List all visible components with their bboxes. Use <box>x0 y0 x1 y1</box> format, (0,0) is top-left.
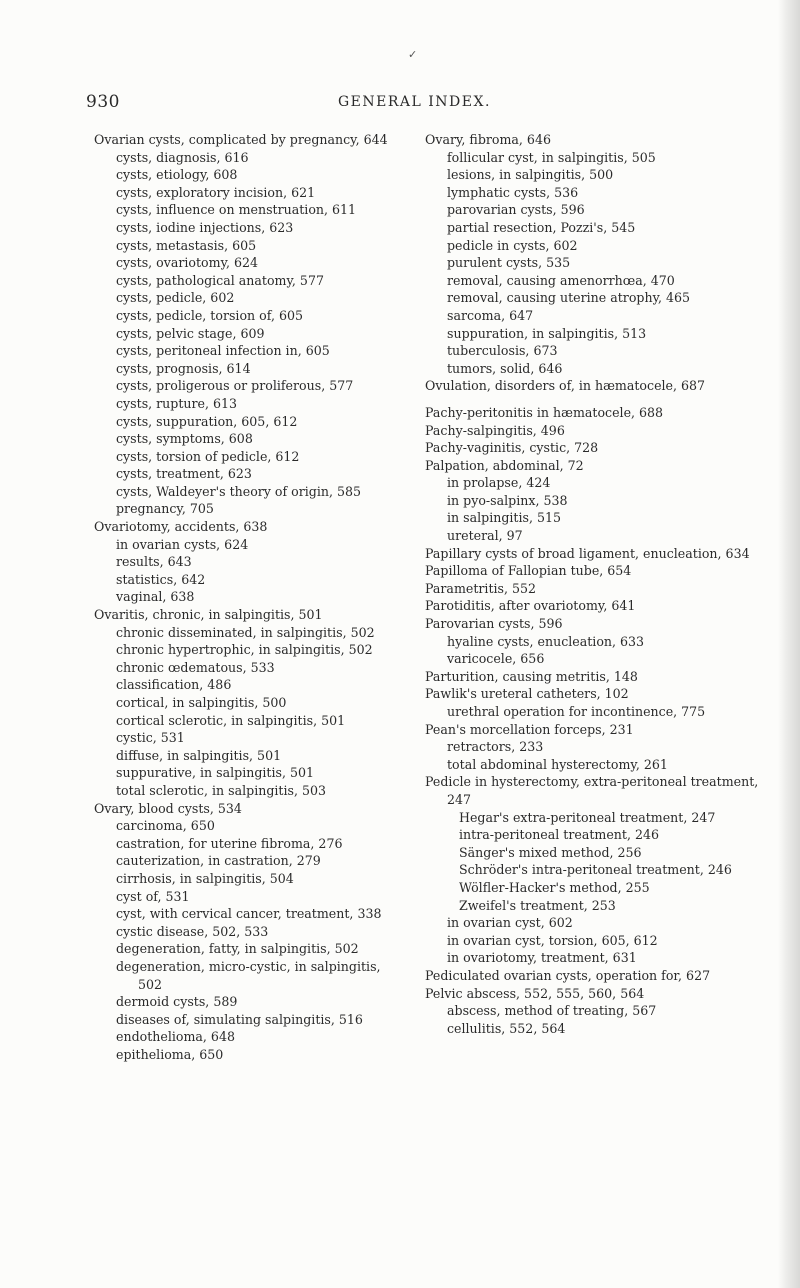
index-sub-entry: removal, causing uterine atrophy, 465 <box>447 290 691 306</box>
index-heading-entry: Pachy-peritonitis in hæmatocele, 688 <box>425 404 664 420</box>
index-sub-entry: in salpingitis, 515 <box>447 510 562 526</box>
index-sub-entry: cauterization, in castration, 279 <box>116 853 321 869</box>
index-heading-entry: Ovary, blood cysts, 534 <box>94 800 242 816</box>
index-heading-entry: Parotiditis, after ovariotomy, 641 <box>425 598 636 614</box>
index-sub-entry: retractors, 233 <box>447 739 544 755</box>
page-number: 930 <box>86 92 120 112</box>
index-heading-entry: Pedicle in hysterectomy, extra-peritoneal treatment, 247 <box>425 774 759 807</box>
index-sub-entry: chronic œdematous, 533 <box>116 659 275 675</box>
index-sub-entry: cortical sclerotic, in salpingitis, 501 <box>116 712 346 728</box>
index-sub-entry: vaginal, 638 <box>116 589 195 605</box>
index-sub-entry: cysts, influence on menstruation, 611 <box>116 202 357 218</box>
index-heading-entry: Ovulation, disorders of, in hæmatocele, 687 <box>425 378 706 394</box>
index-sub-entry: cysts, pedicle, 602 <box>116 290 235 306</box>
page-header <box>86 92 766 114</box>
index-sub-entry: hyaline cysts, enucleation, 633 <box>447 633 645 649</box>
index-sub-entry: cirrhosis, in salpingitis, 504 <box>116 870 294 886</box>
index-sub-entry: diseases of, simulating salpingitis, 516 <box>116 1011 363 1027</box>
index-sub-entry: purulent cysts, 535 <box>447 255 571 271</box>
index-heading-entry: Parovarian cysts, 596 <box>425 616 563 632</box>
index-sub-entry: tuberculosis, 673 <box>447 343 558 359</box>
index-sub-entry: cysts, symptoms, 608 <box>116 431 253 447</box>
index-sub-entry: sarcoma, 647 <box>447 307 534 323</box>
index-sub-entry: cellulitis, 552, 564 <box>447 1020 566 1036</box>
index-sub-entry: cysts, proligerous or proliferous, 577 <box>116 378 354 394</box>
index-sub-entry: partial resection, Pozzi's, 545 <box>447 219 636 235</box>
index-sub-entry: cysts, suppuration, 605, 612 <box>116 413 298 429</box>
index-sub-entry: pedicle in cysts, 602 <box>447 237 578 253</box>
index-heading-entry: Ovariotomy, accidents, 638 <box>94 519 268 535</box>
index-sub-entry: cystic disease, 502, 533 <box>116 923 269 939</box>
index-heading-entry: Pawlik's ureteral catheters, 102 <box>425 686 629 702</box>
index-sub-entry: chronic disseminated, in salpingitis, 502 <box>116 624 375 640</box>
index-sub-entry: cysts, iodine injections, 623 <box>116 219 294 235</box>
index-sub-entry: cysts, pelvic stage, 609 <box>116 325 265 341</box>
index-sub-entry: total sclerotic, in salpingitis, 503 <box>116 782 327 798</box>
index-heading-entry: Pachy-vaginitis, cystic, 728 <box>425 440 599 456</box>
index-sub-entry: epithelioma, 650 <box>116 1046 224 1062</box>
index-sub-entry: in pyo-salpinx, 538 <box>447 492 568 508</box>
index-sub-entry: total abdominal hysterectomy, 261 <box>447 756 668 772</box>
index-sub-entry: results, 643 <box>116 554 192 570</box>
index-sub-entry: cysts, torsion of pedicle, 612 <box>116 448 300 464</box>
page-title: GENERAL INDEX. <box>338 94 491 110</box>
index-heading-entry: Ovaritis, chronic, in salpingitis, 501 <box>94 607 323 623</box>
index-sub-entry: in ovariotomy, treatment, 631 <box>447 950 637 966</box>
index-sub-entry: cysts, prognosis, 614 <box>116 360 251 376</box>
index-sub-entry: cysts, diagnosis, 616 <box>116 149 249 165</box>
index-heading-entry: Ovary, fibroma, 646 <box>425 132 551 147</box>
index-sub-entry: cysts, etiology, 608 <box>116 167 238 183</box>
index-sub-entry: Schröder's intra-peritoneal treatment, 246 <box>459 862 732 878</box>
index-column-right <box>425 131 765 1037</box>
index-sub-entry: cysts, ovariotomy, 624 <box>116 255 259 271</box>
index-heading-entry: Parametritis, 552 <box>425 580 537 596</box>
index-sub-entry: castration, for uterine fibroma, 276 <box>116 835 343 851</box>
index-sub-entry: cysts, pedicle, torsion of, 605 <box>116 307 303 323</box>
index-sub-entry: cysts, pathological anatomy, 577 <box>116 272 324 288</box>
index-sub-entry: suppuration, in salpingitis, 513 <box>447 325 647 341</box>
index-sub-entry: Sänger's mixed method, 256 <box>459 844 642 860</box>
index-heading-entry: Papilloma of Fallopian tube, 654 <box>425 563 632 579</box>
index-heading-entry: Ovarian cysts, complicated by pregnancy, 644 <box>94 132 388 147</box>
index-sub-entry: endothelioma, 648 <box>116 1029 235 1045</box>
index-sub-entry: in ovarian cyst, 602 <box>447 915 573 931</box>
index-heading-entry: Pachy-salpingitis, 496 <box>425 422 565 438</box>
index-sub-entry: removal, causing amenorrhœa, 470 <box>447 272 675 288</box>
index-sub-entry: lymphatic cysts, 536 <box>447 184 579 200</box>
index-column-left <box>94 131 406 1063</box>
index-sub-entry: statistics, 642 <box>116 571 206 587</box>
index-sub-entry: cysts, metastasis, 605 <box>116 237 257 253</box>
index-sub-entry: in ovarian cyst, torsion, 605, 612 <box>447 932 658 948</box>
index-sub-entry: chronic hypertrophic, in salpingitis, 502 <box>116 642 373 658</box>
index-heading-entry: Pelvic abscess, 552, 555, 560, 564 <box>425 985 645 1001</box>
index-sub-entry: abscess, method of treating, 567 <box>447 1003 657 1019</box>
index-sub-entry: cysts, rupture, 613 <box>116 395 238 411</box>
index-sub-entry: dermoid cysts, 589 <box>116 994 238 1010</box>
index-sub-entry: suppurative, in salpingitis, 501 <box>116 765 315 781</box>
index-sub-entry: diffuse, in salpingitis, 501 <box>116 747 282 763</box>
index-sub-entry: lesions, in salpingitis, 500 <box>447 167 614 183</box>
index-heading-entry: Parturition, causing metritis, 148 <box>425 668 638 684</box>
index-sub-entry: in prolapse, 424 <box>447 475 551 491</box>
index-sub-entry: Zweifel's treatment, 253 <box>459 897 616 913</box>
index-sub-entry: cysts, peritoneal infection in, 605 <box>116 343 330 359</box>
section-gap <box>425 395 765 404</box>
index-sub-entry: cysts, exploratory incision, 621 <box>116 184 316 200</box>
index-sub-entry: intra-peritoneal treatment, 246 <box>459 827 660 843</box>
index-heading-entry: Pediculated ovarian cysts, operation for, 627 <box>425 967 711 983</box>
index-sub-entry: parovarian cysts, 596 <box>447 202 585 218</box>
index-heading-entry: Papillary cysts of broad ligament, enucleation, 634 <box>425 545 750 561</box>
index-sub-entry: degeneration, fatty, in salpingitis, 502 <box>116 941 359 957</box>
index-sub-entry: urethral operation for incontinence, 775 <box>447 704 706 719</box>
index-sub-entry: ureteral, 97 <box>447 528 523 544</box>
index-sub-entry: Hegar's extra-peritoneal treatment, 247 <box>459 809 716 825</box>
page-edge <box>778 0 800 1288</box>
index-sub-entry: cysts, treatment, 623 <box>116 466 252 482</box>
index-sub-entry: carcinoma, 650 <box>116 818 215 834</box>
index-sub-entry: Wölfler-Hacker's method, 255 <box>459 879 650 895</box>
index-sub-entry: cystic, 531 <box>116 730 185 746</box>
index-sub-entry: cyst of, 531 <box>116 888 190 904</box>
index-sub-entry: cortical, in salpingitis, 500 <box>116 695 287 710</box>
index-sub-entry: cyst, with cervical cancer, treatment, 338 <box>116 906 382 922</box>
check-mark-icon: ✓ <box>408 48 418 61</box>
index-sub-entry: cysts, Waldeyer's theory of origin, 585 <box>116 483 362 499</box>
index-heading-entry: Palpation, abdominal, 72 <box>425 457 584 473</box>
index-sub-entry: in ovarian cysts, 624 <box>116 536 249 552</box>
index-sub-entry: tumors, solid, 646 <box>447 360 563 376</box>
index-heading-entry: Pean's morcellation forceps, 231 <box>425 721 634 737</box>
index-sub-entry: varicocele, 656 <box>447 651 545 667</box>
index-sub-entry: classification, 486 <box>116 677 232 693</box>
index-sub-entry: pregnancy, 705 <box>116 501 214 517</box>
index-sub-entry: degeneration, micro-cystic, in salpingitis, 502 <box>116 958 381 992</box>
index-sub-entry: follicular cyst, in salpingitis, 505 <box>447 149 656 165</box>
